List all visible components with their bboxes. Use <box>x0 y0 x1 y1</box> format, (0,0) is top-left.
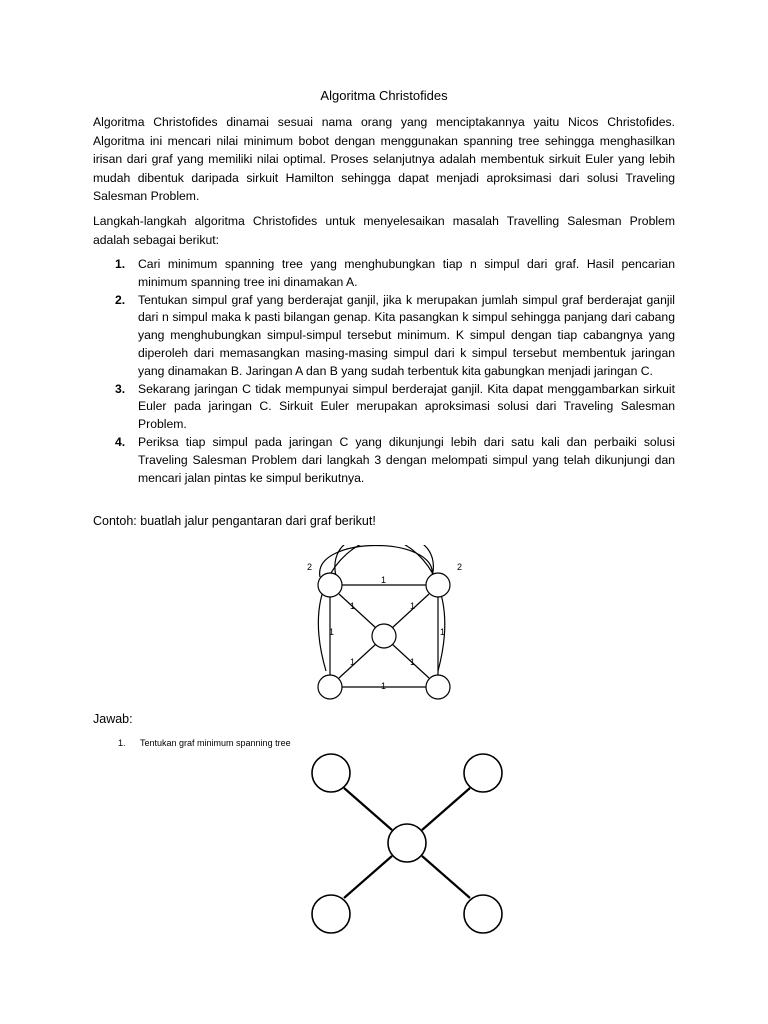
graph-node-bottom-right <box>426 675 450 699</box>
list-item <box>93 381 675 434</box>
list-item-text: Cari minimum spanning tree yang menghubungkan tiap n simpul dari graf. Hasil pencarian minimum spanning tree ini dinamakan A. <box>138 257 675 289</box>
list-item <box>93 292 675 381</box>
list-number: 1. <box>115 257 126 271</box>
tree-edge-bottom-left <box>344 856 392 898</box>
tree-node-bottom-right <box>464 895 502 933</box>
weight-label-arc-left: 2 <box>307 562 313 572</box>
spanning-tree-diagram <box>300 740 520 950</box>
graph-node-bottom-left <box>318 675 342 699</box>
list-number: 4. <box>115 434 126 449</box>
tree-node-bottom-left <box>312 895 350 933</box>
list-item <box>93 256 675 292</box>
graph-edge-diag-tr <box>392 594 429 628</box>
weight-label-diag-tr: 1 <box>410 601 416 611</box>
weight-label-top: 1 <box>381 575 387 585</box>
answer-label: Jawab: <box>93 712 133 726</box>
graph-node-top-left <box>318 573 342 597</box>
tree-edge-bottom-right <box>422 856 470 898</box>
steps-list <box>93 256 675 487</box>
list-number: 3. <box>115 381 126 396</box>
graph-edge-diag-bl <box>339 644 376 678</box>
weight-label-diag-tl: 1 <box>350 601 356 611</box>
answer-step-number: 1. <box>118 738 126 748</box>
graph-edge-arc-right-to-bl <box>318 545 433 671</box>
tree-node-center <box>388 824 426 862</box>
tree-edge-top-right <box>422 788 470 830</box>
graph-node-center <box>372 624 396 648</box>
weight-label-right: 1 <box>440 627 446 637</box>
tree-edge-top-left <box>344 788 392 830</box>
weight-label-arc-right: 2 <box>457 562 463 572</box>
list-item-text: Tentukan simpul graf yang berderajat ganjil, jika k merupakan jumlah simpul graf berderajat ganjil dari n simpul maka k pasti bilangan genap. Kita pasangkan k simpul sehingga panjang dari cabang yang menghubungkan simpul-simpul tersebut minimum. K simpul dengan tiap cabangnya yang diperoleh dari memasangkan masing-masing simpul dari k simpul tersebut membentuk jaringan yang dinamakan B. Jaringan A dan B yang sudah terbentuk kita gabungkan menjadi jaringan C. <box>138 292 675 378</box>
page-title: Algoritma Christofides <box>320 88 448 103</box>
steps-intro-paragraph: Langkah-langkah algoritma Christofides untuk menyelesaikan masalah Travelling Salesman Problem adalah sebagai berikut: <box>93 214 675 247</box>
graph-edge-top-arc <box>320 546 433 578</box>
list-item <box>93 434 675 487</box>
weight-label-diag-br: 1 <box>410 657 416 667</box>
weight-label-diag-bl: 1 <box>350 657 356 667</box>
graph-node-top-right <box>426 573 450 597</box>
tree-node-top-left <box>312 754 350 792</box>
answer-step-text: Tentukan graf minimum spanning tree <box>140 738 291 748</box>
intro-paragraph: Algoritma Christofides dinamai sesuai nama orang yang menciptakannya yaitu Nicos Christofides. Algoritma ini mencari nilai minimum bobot dengan menggunakan spanning tree sehingga menghasilkan irisan dari graf yang memiliki nilai optimal. Proses selanjutnya adalah membentuk sirkuit Euler yang lebih mudah dibentuk daripada sirkuit Hamilton sehingga dapat menjadi aproksimasi dari solusi Traveling Salesman Problem. <box>93 115 675 204</box>
weight-label-bottom: 1 <box>381 681 387 691</box>
tree-node-top-right <box>464 754 502 792</box>
example-label: Contoh: buatlah jalur pengantaran dari graf berikut! <box>93 514 376 528</box>
list-item-text: Sekarang jaringan C tidak mempunyai simpul berderajat ganjil. Kita dapat menggambarkan sirkuit Euler pada jaringan C. Sirkuit Euler merupakan aproksimasi solusi dari Traveling Salesman Problem. <box>138 381 675 432</box>
list-number: 2. <box>115 292 126 307</box>
weight-label-left: 1 <box>329 627 335 637</box>
answer-step <box>118 738 291 748</box>
graph-edge-diag-tl <box>339 594 376 628</box>
list-item-text: Periksa tiap simpul pada jaringan C yang dikunjungi lebih dari satu kali dan perbaiki solusi Traveling Salesman Problem dari langkah 3 dengan melompati simpul yang telah dikunjungi dan mencari jalan pintas ke simpul berikutnya. <box>138 434 675 485</box>
weighted-graph-diagram <box>280 545 490 705</box>
